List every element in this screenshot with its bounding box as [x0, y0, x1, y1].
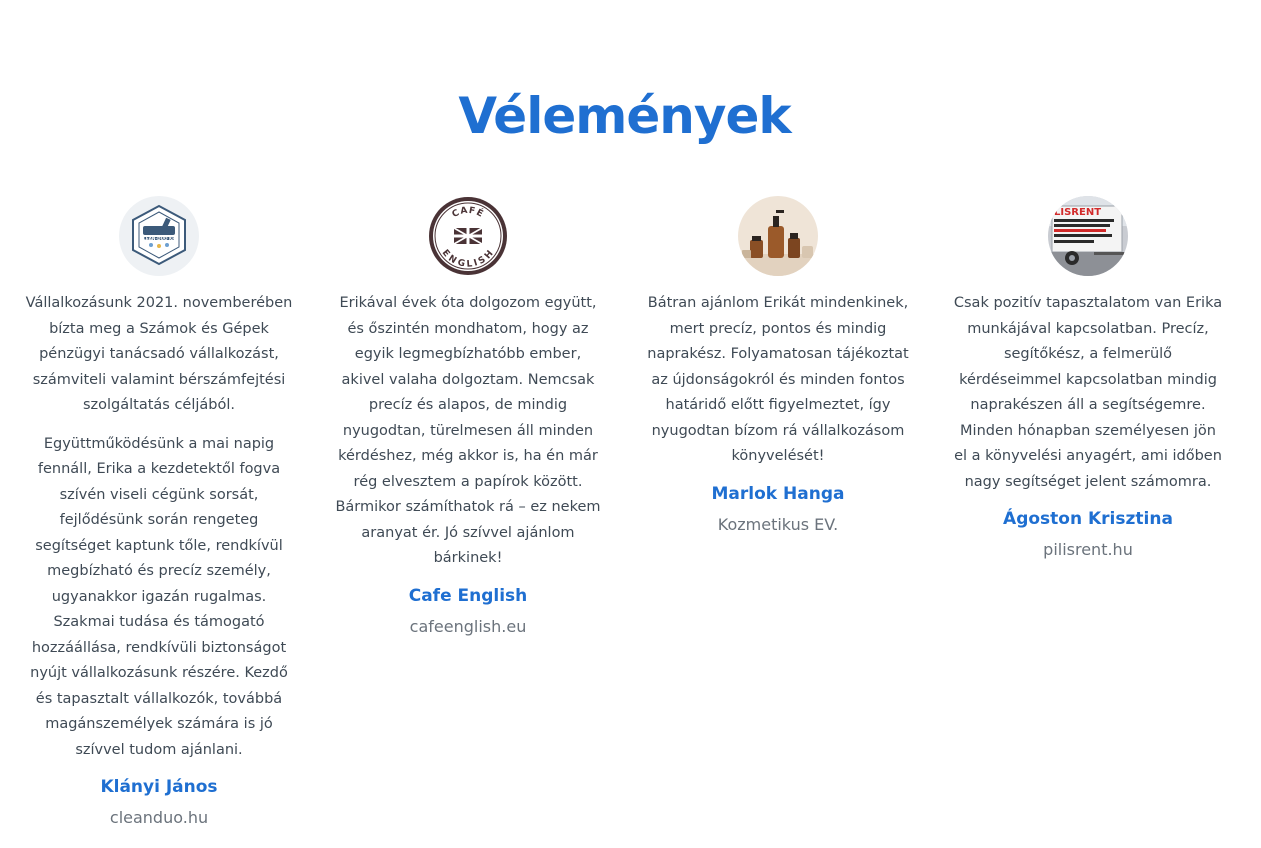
author-name: Ágoston Krisztina — [1003, 509, 1173, 529]
author-name: Cafe English — [408, 585, 528, 606]
quote-paragraph: Vállalkozásunk 2021. novemberében bízta meg a Számok és Gépek pénzügyi tanácsadó vállalkozást, számviteli valamint bérszámfejtési szolgáltatás céljából. — [25, 295, 293, 413]
quote-paragraph: Bátran ajánlom Erikát mindenkinek, mert precíz, pontos és mindig naprakész. Folyamatosan tájékoztat az újdonságokról és minden fontos határidő előtt figyelmeztet, így nyugodtan bízom rá vállalkozásom könyvelését! — [647, 295, 909, 464]
quote-paragraph: Erikával évek óta dolgozom együtt, és őszintén mondhatom, hogy az egyik legmegbízhatóbb ember, akivel valaha dolgoztam. Nemcsak precíz és alapos, de mindig nyugodtan, türelmesen áll minden kérdéshez, még akkor is, ha én már rég elvesztem a papírok között. Bármikor számíthatok rá – ez nekem aranyat ér. Jó szívvel ajánlom bárkinek! — [335, 295, 601, 566]
testimonial-quote — [24, 291, 294, 763]
section-title: Vélemények — [458, 87, 791, 145]
cafe-logo-top-text: CAFÉ — [450, 205, 486, 221]
pilisrent-trailer-avatar — [1048, 196, 1128, 276]
testimonial-quote — [643, 291, 913, 470]
quote-paragraph: Együttműködésünk a mai napig fennáll, Erika a kezdetektől fogva szívén viseli cégünk sorsát, fejlődésünk során rengeteg segítséget kaptunk tőle, rendkívül megbízható és precíz személy, ugyanakkor igazán rugalmas. Szakmai tudása és támogató hozzáállása, rendkívüli biztonságot nyújt vállalkozásunk részére. Kezdő és tapasztalt vállalkozók, továbbá magánszemélyek számára is jó szívvel tudom ajánlani. — [30, 435, 288, 758]
cleanduo-logo-icon — [119, 196, 199, 276]
cleanduo-logo-avatar — [119, 196, 199, 276]
pilisrent-logo-text: LISRENT — [1054, 207, 1102, 218]
cafe-english-logo-icon — [428, 196, 508, 276]
quote-paragraph: Csak pozitív tapasztalatom van Erika munkájával kapcsolatban. Precíz, segítőkész, a felmerülő kérdéseimmel kapcsolatban mindig naprakészen áll a segítségemre. Minden hónapban személyesen jön el a könyvelési anyagért, ami időben nagy segítséget jelent számomra. — [953, 295, 1223, 490]
testimonial-quote — [953, 291, 1223, 495]
author-company: cleanduo.hu — [109, 808, 209, 827]
cleanduo-logo-text: CLEAN-DUO KFT — [140, 236, 178, 241]
cosmetic-bottles-image-icon — [738, 196, 818, 276]
cafe-logo-bottom-text: ENGLISH — [439, 248, 497, 270]
testimonial-card — [24, 196, 294, 830]
author-company: Kozmetikus EV. — [717, 514, 839, 534]
cafe-english-logo-avatar — [428, 196, 508, 276]
author-name: Klányi János — [100, 777, 218, 797]
author-company: pilisrent.hu — [1043, 540, 1133, 559]
testimonial-card — [643, 196, 913, 537]
trailer-image-icon — [1048, 196, 1128, 276]
author-name: Marlok Hanga — [711, 483, 845, 504]
testimonial-card — [333, 196, 603, 639]
author-company: cafeenglish.eu — [409, 616, 527, 636]
testimonial-card — [953, 196, 1223, 562]
testimonial-quote — [333, 291, 603, 572]
cosmetic-bottles-avatar — [738, 196, 818, 276]
